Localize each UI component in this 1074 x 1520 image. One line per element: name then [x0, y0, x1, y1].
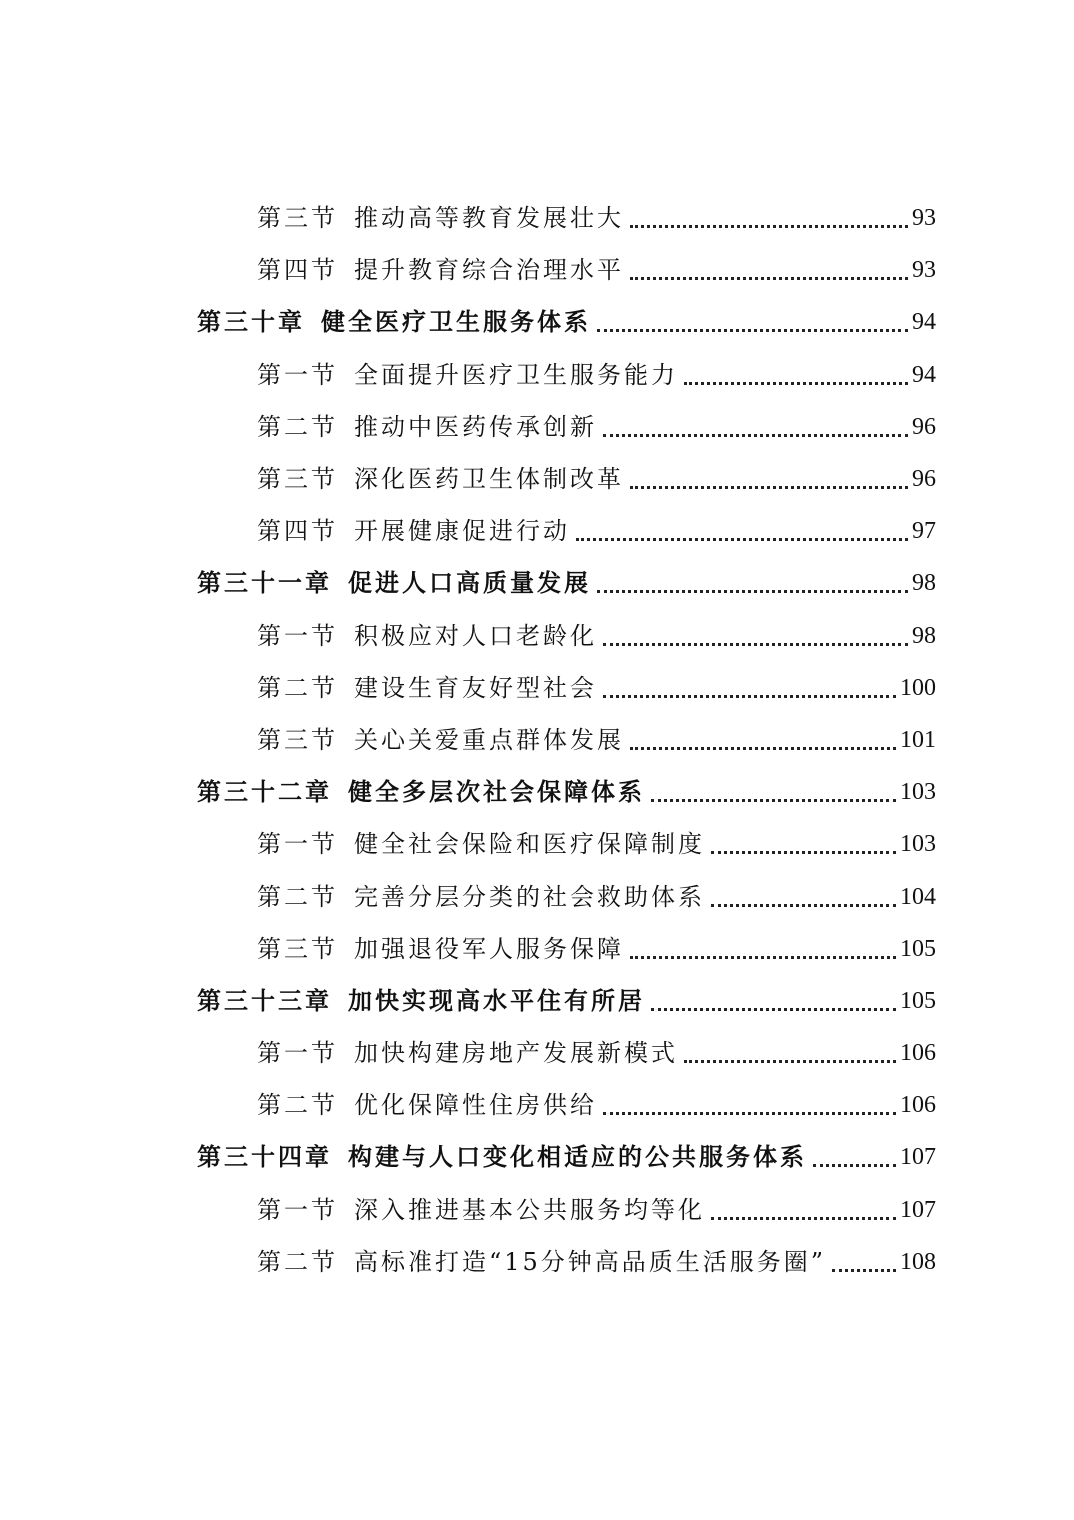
toc-page-number: 107	[900, 1144, 936, 1171]
toc-leader-dots	[630, 936, 896, 964]
toc-entry-line	[257, 516, 1074, 546]
toc-entry-title: 深入推进基本公共服务均等化	[354, 1195, 705, 1224]
toc-leader-dots	[630, 205, 908, 233]
toc-entry-title: 构建与人口变化相适应的公共服务体系	[348, 1142, 807, 1172]
toc-entry-label: 第三十一章	[197, 568, 332, 598]
toc-entry-label: 第三节	[257, 465, 338, 494]
toc-entry-line	[257, 621, 1074, 651]
toc-leader-dots	[651, 779, 896, 807]
toc-entry-line	[197, 307, 1074, 337]
toc-entry-label: 第二节	[257, 673, 338, 702]
toc-entry-label: 第一节	[257, 1195, 338, 1224]
toc-page-number: 96	[912, 413, 936, 440]
toc-leader-dots	[597, 570, 908, 598]
toc-page-number: 104	[900, 883, 936, 910]
toc-section-entry[interactable]	[0, 1027, 1074, 1079]
table-of-contents	[0, 192, 1074, 1288]
toc-page-number: 98	[912, 622, 936, 649]
toc-entry-line	[257, 1247, 1074, 1277]
toc-leader-dots	[711, 831, 896, 859]
toc-leader-dots	[576, 518, 908, 546]
toc-entry-title: 开展健康促进行动	[354, 517, 570, 546]
toc-section-entry[interactable]	[0, 1236, 1074, 1288]
toc-section-entry[interactable]	[0, 923, 1074, 975]
toc-entry-label: 第三十四章	[197, 1142, 332, 1172]
toc-entry-label: 第二节	[257, 1247, 338, 1276]
toc-leader-dots	[630, 257, 908, 285]
toc-leader-dots	[630, 466, 908, 494]
toc-entry-title: 健全多层次社会保障体系	[348, 777, 645, 807]
toc-section-entry[interactable]	[0, 505, 1074, 557]
toc-entry-line	[257, 934, 1074, 964]
toc-page-number: 98	[912, 570, 936, 597]
toc-entry-title: 高标准打造“15分钟高品质生活服务圈”	[354, 1247, 827, 1276]
toc-entry-label: 第四节	[257, 517, 338, 546]
toc-leader-dots	[684, 1040, 896, 1068]
toc-leader-dots	[603, 414, 908, 442]
toc-section-entry[interactable]	[0, 1184, 1074, 1236]
toc-page-number: 103	[900, 831, 936, 858]
toc-entry-title: 深化医药卫生体制改革	[354, 465, 624, 494]
toc-section-entry[interactable]	[0, 401, 1074, 453]
toc-page-number: 93	[912, 205, 936, 232]
toc-entry-title: 加强退役军人服务保障	[354, 934, 624, 963]
toc-chapter-entry[interactable]	[0, 975, 1074, 1027]
toc-entry-line	[197, 777, 1074, 807]
toc-entry-line	[257, 829, 1074, 859]
toc-entry-title: 加快构建房地产发展新模式	[354, 1039, 678, 1068]
toc-entry-title: 加快实现高水平住有所居	[348, 985, 645, 1015]
toc-leader-dots	[684, 362, 908, 390]
toc-page-number: 101	[900, 726, 936, 753]
toc-page-number: 108	[900, 1248, 936, 1275]
toc-entry-title: 促进人口高质量发展	[348, 568, 591, 598]
toc-page-number: 97	[912, 518, 936, 545]
toc-leader-dots	[597, 309, 908, 337]
toc-section-entry[interactable]	[0, 349, 1074, 401]
toc-leader-dots	[630, 727, 896, 755]
toc-chapter-entry[interactable]	[0, 296, 1074, 348]
toc-entry-line	[257, 1090, 1074, 1120]
toc-entry-line	[257, 1038, 1074, 1068]
toc-page-number: 94	[912, 309, 936, 336]
toc-section-entry[interactable]	[0, 192, 1074, 244]
toc-entry-label: 第三十章	[197, 307, 305, 337]
toc-page-number: 105	[900, 935, 936, 962]
toc-entry-label: 第三节	[257, 725, 338, 754]
toc-entry-line	[257, 360, 1074, 390]
toc-entry-title: 关心关爱重点群体发展	[354, 725, 624, 754]
toc-entry-line	[257, 412, 1074, 442]
toc-chapter-entry[interactable]	[0, 766, 1074, 818]
toc-leader-dots	[813, 1144, 896, 1172]
toc-entry-line	[257, 464, 1074, 494]
toc-entry-title: 推动中医药传承创新	[354, 412, 597, 441]
toc-leader-dots	[603, 623, 908, 651]
toc-entry-line	[197, 1142, 1074, 1172]
toc-entry-line	[257, 203, 1074, 233]
toc-section-entry[interactable]	[0, 244, 1074, 296]
toc-entry-title: 积极应对人口老龄化	[354, 621, 597, 650]
toc-section-entry[interactable]	[0, 1079, 1074, 1131]
toc-page-number: 100	[900, 674, 936, 701]
toc-entry-label: 第四节	[257, 256, 338, 285]
toc-entry-label: 第一节	[257, 1039, 338, 1068]
toc-leader-dots	[711, 884, 896, 912]
toc-entry-title: 完善分层分类的社会救助体系	[354, 882, 705, 911]
toc-page-number: 106	[900, 1092, 936, 1119]
toc-page-number: 105	[900, 987, 936, 1014]
toc-entry-label: 第一节	[257, 360, 338, 389]
toc-leader-dots	[832, 1249, 896, 1277]
toc-entry-label: 第三十二章	[197, 777, 332, 807]
toc-entry-line	[257, 255, 1074, 285]
toc-entry-title: 提升教育综合治理水平	[354, 256, 624, 285]
toc-entry-title: 优化保障性住房供给	[354, 1091, 597, 1120]
toc-entry-title: 健全医疗卫生服务体系	[321, 307, 591, 337]
toc-leader-dots	[651, 988, 896, 1016]
toc-entry-line	[197, 568, 1074, 598]
toc-entry-label: 第二节	[257, 1091, 338, 1120]
toc-page-number: 93	[912, 257, 936, 284]
toc-section-entry[interactable]	[0, 714, 1074, 766]
toc-section-entry[interactable]	[0, 818, 1074, 870]
toc-entry-label: 第二节	[257, 882, 338, 911]
toc-leader-dots	[711, 1197, 896, 1225]
toc-leader-dots	[603, 675, 896, 703]
toc-entry-line	[257, 673, 1074, 703]
toc-page-number: 107	[900, 1196, 936, 1223]
toc-section-entry[interactable]	[0, 453, 1074, 505]
toc-page-number: 96	[912, 466, 936, 493]
toc-entry-label: 第三节	[257, 204, 338, 233]
toc-chapter-entry[interactable]	[0, 1131, 1074, 1183]
toc-section-entry[interactable]	[0, 610, 1074, 662]
toc-chapter-entry[interactable]	[0, 557, 1074, 609]
toc-entry-title: 推动高等教育发展壮大	[354, 204, 624, 233]
toc-entry-label: 第三节	[257, 934, 338, 963]
toc-entry-label: 第二节	[257, 412, 338, 441]
toc-entry-title: 全面提升医疗卫生服务能力	[354, 360, 678, 389]
toc-entry-line	[257, 882, 1074, 912]
toc-entry-label: 第一节	[257, 621, 338, 650]
toc-entry-label: 第一节	[257, 830, 338, 859]
toc-entry-title: 健全社会保险和医疗保障制度	[354, 830, 705, 859]
toc-section-entry[interactable]	[0, 870, 1074, 922]
toc-leader-dots	[603, 1092, 896, 1120]
toc-page-number: 94	[912, 361, 936, 388]
toc-page-number: 106	[900, 1040, 936, 1067]
toc-entry-line	[257, 725, 1074, 755]
toc-entry-label: 第三十三章	[197, 985, 332, 1015]
toc-entry-line	[197, 986, 1074, 1016]
toc-section-entry[interactable]	[0, 662, 1074, 714]
toc-entry-line	[257, 1195, 1074, 1225]
toc-entry-title: 建设生育友好型社会	[354, 673, 597, 702]
toc-page-number: 103	[900, 779, 936, 806]
